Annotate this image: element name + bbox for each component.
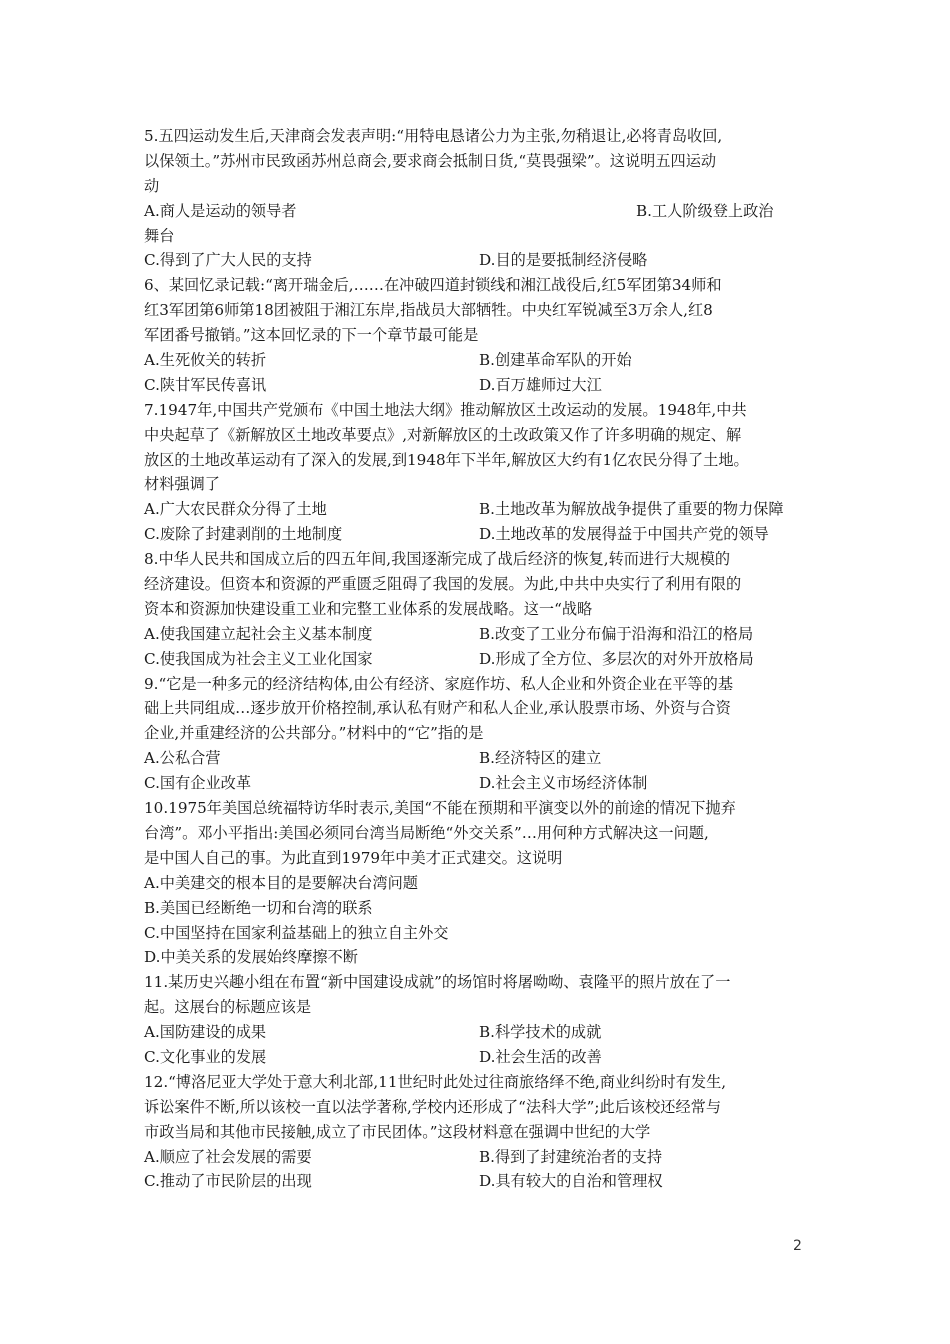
option-b: B.改变了工业分布偏于沿海和沿江的格局 [479,624,754,643]
option-d: D.目的是要抵制经济侵略 [479,251,648,270]
question-stem-line: 8.中华人民共和国成立后的四五年间,我国逐渐完成了战后经济的恢复,转而进行大规模的 [144,550,731,569]
question-stem-line: 础上共同组成…逐步放开价格控制,承认私有财产和私人企业,承认股票市场、外资与合资 [144,699,731,718]
question-stem-line: 6、某回忆录记载:“离开瑞金后,……在冲破四道封锁线和湘江战役后,红5军团第34师和 [144,276,722,295]
option-b: B.科学技术的成就 [479,1023,602,1042]
options-row [144,771,809,796]
question-stem-line: 放区的土地改革运动有了深入的发展,到1948年下半年,解放区大约有1亿农民分得了土地。 [144,450,749,469]
question-stem-line: 台湾”。邓小平指出:美国必须同台湾当局断绝“外交关系”…用何种方式解决这一问题, [144,823,709,842]
options-row [144,522,809,547]
option-d: D.土地改革的发展得益于中国共产党的领导 [479,525,769,544]
option-a: A.生死攸关的转折 [144,351,267,370]
options-row [144,1020,809,1045]
question-stem-line: 企业,并重建经济的公共部分。”材料中的“它”指的是 [144,724,484,743]
option-c: C.废除了封建剥削的土地制度 [144,525,343,544]
option-c: C.得到了广大人民的支持 [144,251,312,270]
options-row [144,647,809,672]
question-12 [144,1070,809,1194]
option-c: C.文化事业的发展 [144,1047,267,1066]
option-d: D.中美关系的发展始终摩擦不断 [144,948,358,967]
options-row [144,373,809,398]
question-stem-line: 9.“它是一种多元的经济结构体,由公有经济、家庭作坊、私人企业和外资企业在平等的基 [144,674,734,693]
exam-page [144,124,809,1194]
option-b: B.创建革命军队的开始 [479,351,632,370]
options-row [144,1169,809,1194]
option-d: D.社会主义市场经济体制 [479,774,648,793]
option-b-continued: 舞台 [144,226,175,245]
question-6 [144,273,809,397]
option-b: B.工人阶级登上政治 [636,201,774,220]
question-stem-line: 以保领土。”苏州市民致函苏州总商会,要求商会抵制日货,“莫畏强梁”。这说明五四运动 [144,151,717,170]
options-row [144,622,809,647]
options-row [144,497,809,522]
option-d: D.百万雄师过大江 [479,375,602,394]
option-a: A.广大农民群众分得了土地 [144,500,327,519]
option-c: C.推动了市民阶层的出现 [144,1172,312,1191]
option-a: A.国防建设的成果 [144,1023,267,1042]
options-row [144,1145,809,1170]
question-stem-line: 诉讼案件不断,所以该校一直以法学著称,学校内还形成了“法科大学”;此后该校还经常与 [144,1097,722,1116]
question-stem-line: 是中国人自己的事。为此直到1979年中美才正式建交。这说明 [144,848,563,867]
question-stem-line: 军团番号撤销。”这本回忆录的下一个章节最可能是 [144,326,479,345]
option-c: C.国有企业改革 [144,774,252,793]
question-stem-line: 5.五四运动发生后,天津商会发表声明:“用特电恳诸公力为主张,勿稍退让,必将青岛收回, [144,127,723,145]
question-stem-line: 动 [144,176,160,195]
option-d: D.形成了全方位、多层次的对外开放格局 [479,649,754,668]
option-b: B.美国已经断绝一切和台湾的联系 [144,898,373,917]
question-stem-line: 经济建设。但资本和资源的严重匮乏阻碍了我国的发展。为此,中共中央实行了利用有限的 [144,575,742,594]
option-c: C.使我国成为社会主义工业化国家 [144,649,373,668]
question-stem-line: 7.1947年,中国共产党颁布《中国土地法大纲》推动解放区土改运动的发展。1948年,中共 [144,400,747,419]
option-a: A.商人是运动的领导者 [144,201,297,220]
page-number: 2 [793,1238,802,1254]
option-a: A.使我国建立起社会主义基本制度 [144,624,373,643]
question-stem-line: 红3军团第6师第18团被阻于湘江东岸,指战员大部牺牲。中央红军锐减至3万余人,红8 [144,301,713,320]
option-a: A.公私合营 [144,749,221,768]
question-stem-line: 10.1975年美国总统福特访华时表示,美国“不能在预期和平演变以外的前途的情况下抛弃 [144,799,736,818]
question-stem-line: 市政当局和其他市民接触,成立了市民团体。”这段材料意在强调中世纪的大学 [144,1122,651,1141]
option-b: B.经济特区的建立 [479,749,602,768]
question-11 [144,970,809,1070]
options-row [144,348,809,373]
question-stem-line: 起。这展台的标题应该是 [144,998,312,1017]
question-stem-line: 中央起草了《新解放区土地改革要点》,对新解放区的土改政策又作了许多明确的规定、解 [144,425,742,444]
option-b: B.土地改革为解放战争提供了重要的物力保障 [479,500,784,519]
options-row [144,248,809,273]
option-c: C.陕甘军民传喜讯 [144,375,267,394]
question-9 [144,672,809,796]
options-row [144,746,809,771]
question-5 [144,124,809,273]
option-a: A.中美建交的根本目的是要解决台湾问题 [144,873,418,892]
question-8 [144,547,809,671]
option-d: D.具有较大的自治和管理权 [479,1172,663,1191]
question-stem-line: 资本和资源加快建设重工业和完整工业体系的发展战略。这一“战略 [144,599,593,618]
question-stem-line: 12.“博洛尼亚大学处于意大利北部,11世纪时此处过往商旅络绎不绝,商业纠纷时有发生, [144,1072,727,1091]
option-d: D.社会生活的改善 [479,1047,602,1066]
option-a: A.顺应了社会发展的需要 [144,1147,312,1166]
question-stem-line: 材料强调了 [144,475,220,494]
options-row [144,1045,809,1070]
option-b: B.得到了封建统治者的支持 [479,1147,663,1166]
question-stem-line: 11.某历史兴趣小组在布置“新中国建设成就”的场馆时将屠呦呦、袁隆平的照片放在了一 [144,973,731,992]
options-row [144,199,809,224]
option-c: C.中国坚持在国家利益基础上的独立自主外交 [144,923,449,942]
question-7 [144,398,809,547]
question-10 [144,796,809,970]
